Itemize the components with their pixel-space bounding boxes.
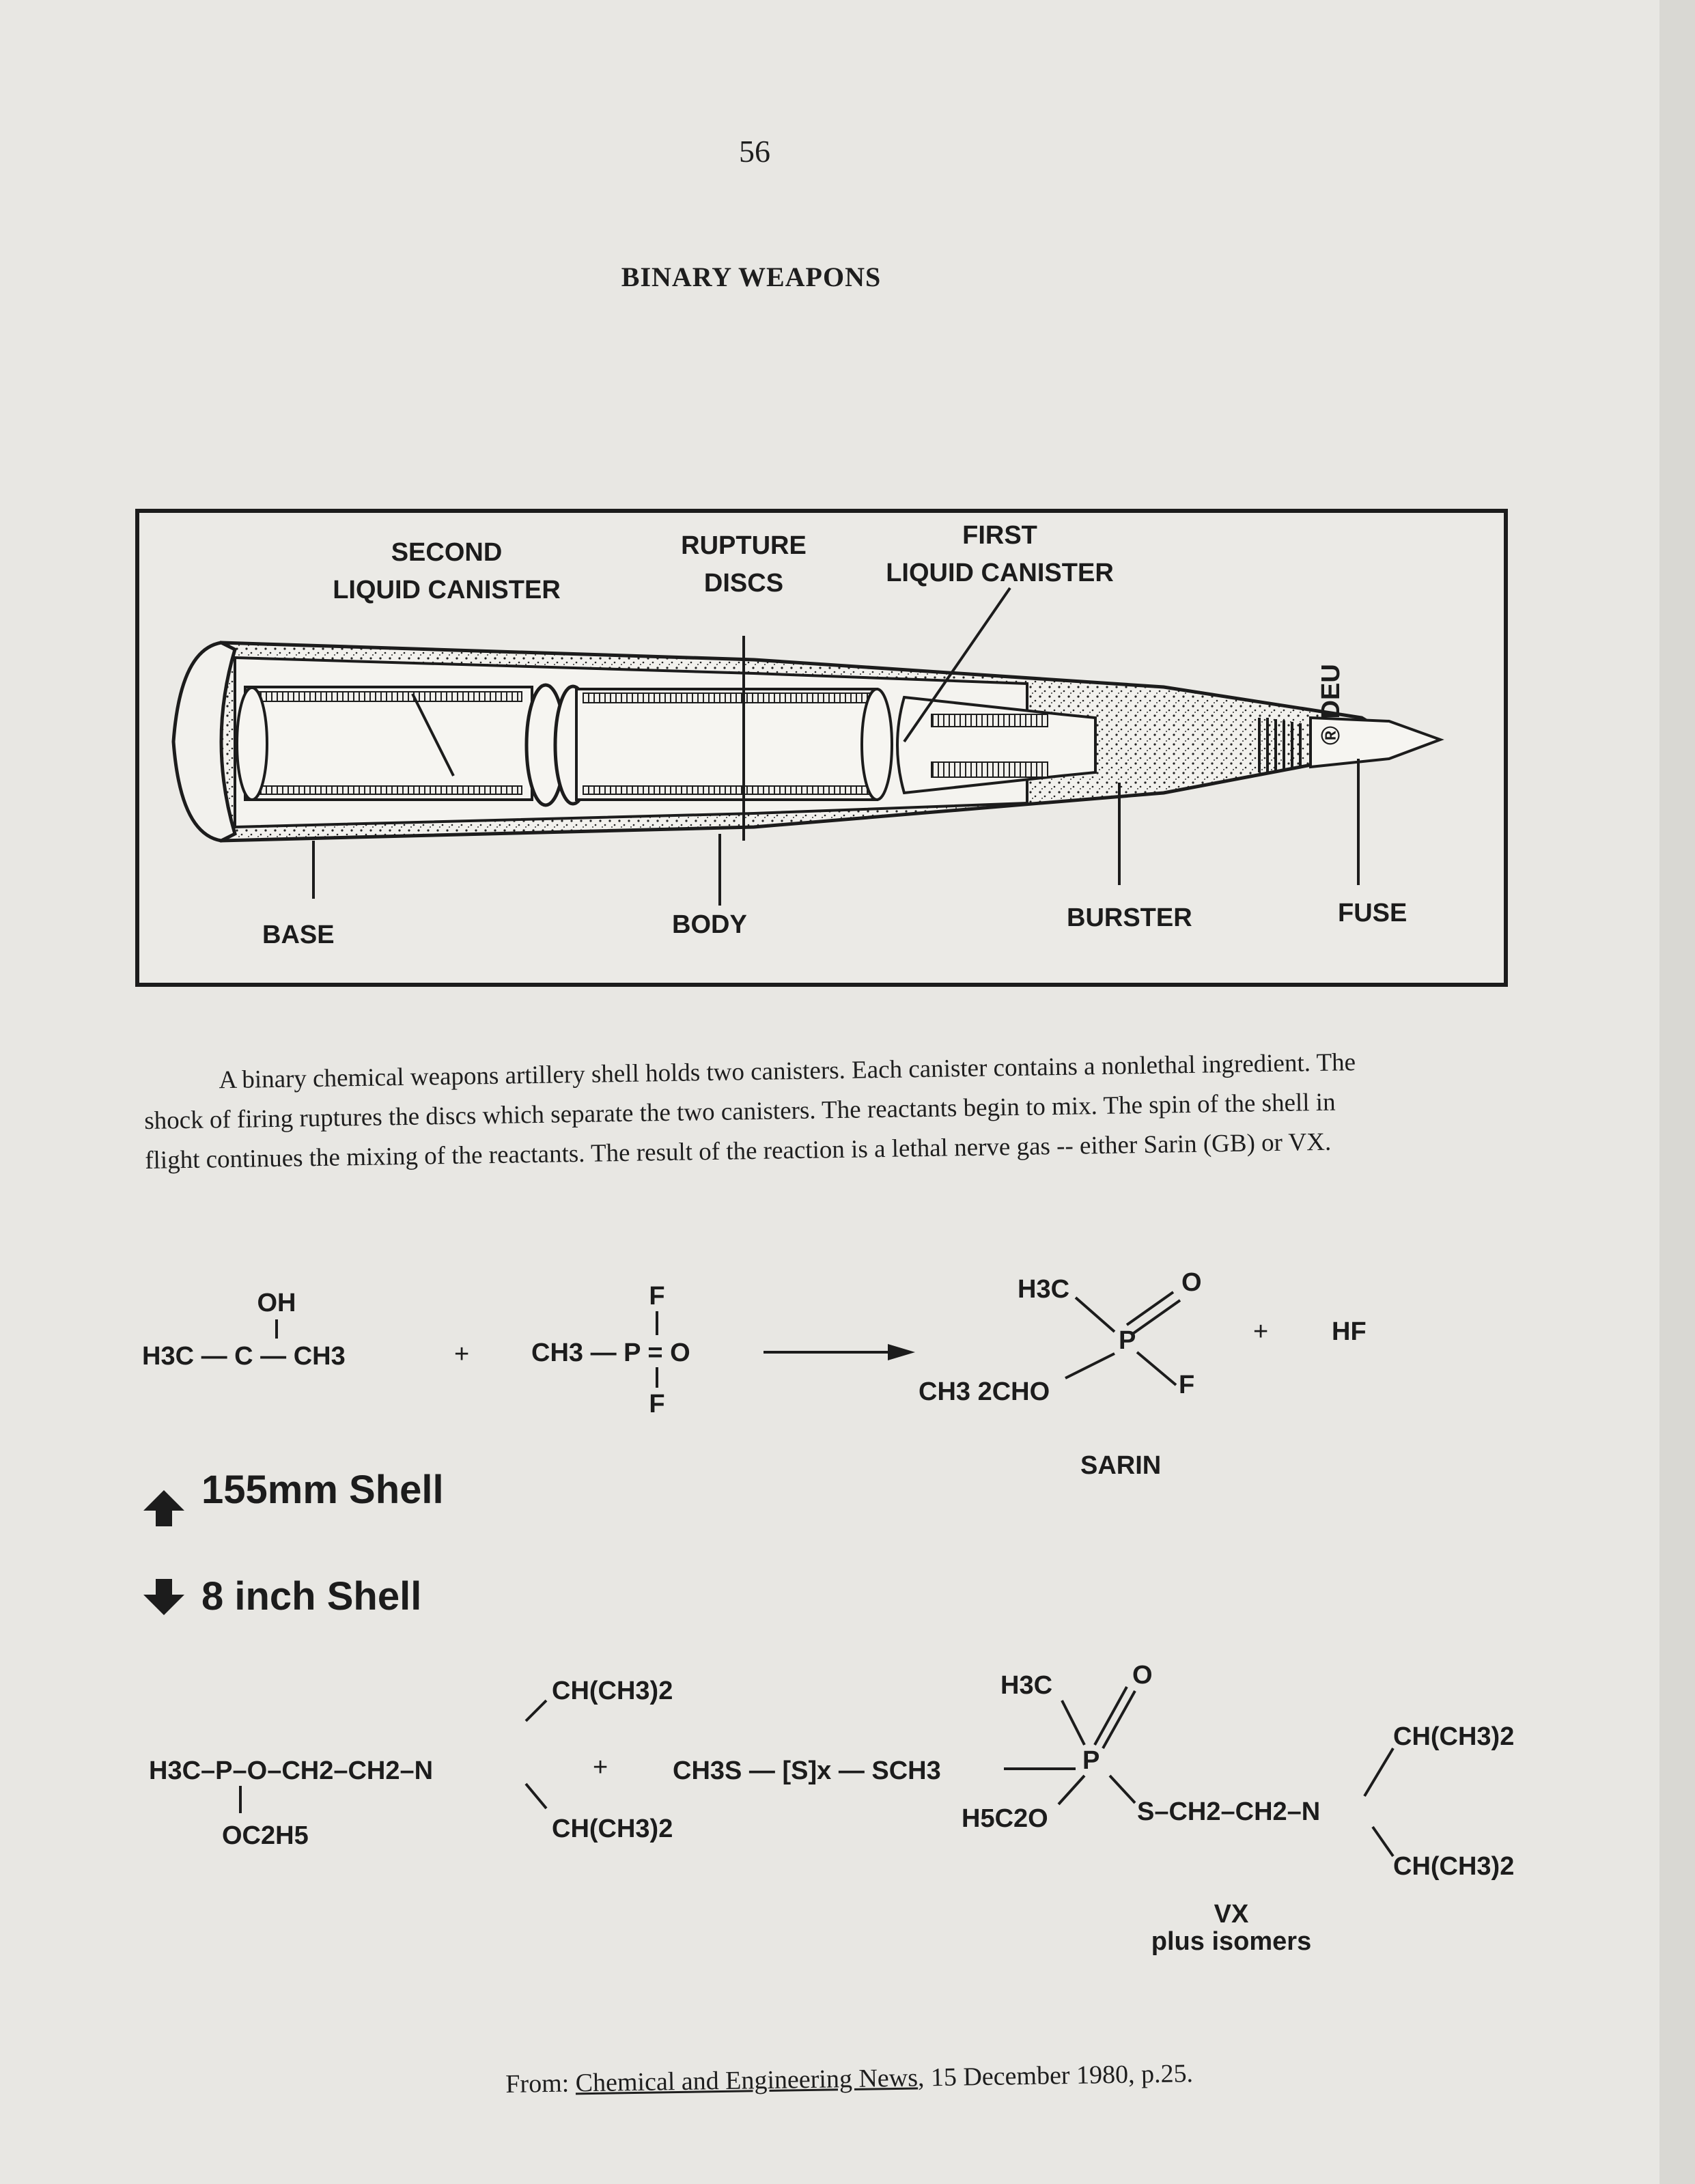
vx-r1-n-top: CH(CH3)2 (552, 1677, 673, 1705)
reactant2-f-bottom: F (649, 1390, 665, 1418)
sarin-p: P (1119, 1326, 1136, 1355)
shell-155mm-label: 155mm Shell (201, 1468, 444, 1512)
vx-reactant1-main: H3C–P–O–CH2–CH2–N (149, 1756, 434, 1785)
label-fuse: FUSE (1338, 899, 1407, 927)
fuse-stamp: ® DEU (1317, 664, 1345, 745)
vx-r1-oc2h5: OC2H5 (222, 1821, 309, 1850)
down-arrow-icon (143, 1579, 184, 1615)
page-edge (1659, 0, 1695, 2184)
reactant1-main: H3C — C — CH3 (142, 1342, 346, 1371)
vx-n-bottom: CH(CH3)2 (1393, 1852, 1515, 1881)
shell-8inch-label: 8 inch Shell (201, 1574, 422, 1619)
vx-o: O (1132, 1661, 1153, 1690)
label-first-canister-line2: LIQUID CANISTER (886, 559, 1114, 587)
sarin-h3c: H3C (1018, 1275, 1070, 1304)
page-number: 56 (739, 134, 770, 169)
label-first-canister-line1: FIRST (962, 521, 1037, 550)
source-journal: Chemical and Engineering News (575, 2063, 919, 2098)
vx-chain: S–CH2–CH2–N (1137, 1797, 1321, 1826)
up-arrow-icon (143, 1490, 184, 1526)
vx-name: VX (1214, 1900, 1249, 1929)
vx-reaction (149, 1661, 1514, 1956)
plus-2: + (1253, 1317, 1269, 1346)
vx-h5c2o: H5C2O (962, 1804, 1048, 1833)
source-prefix: From: (505, 2069, 570, 2099)
vx-plus: + (593, 1753, 608, 1782)
plus-1: + (454, 1340, 470, 1369)
reactant2-main: CH3 — P = O (531, 1339, 690, 1367)
sarin-reaction (142, 1268, 1367, 1480)
source-citation (505, 2054, 1462, 2099)
label-second-canister-line1: SECOND (391, 538, 503, 567)
label-base: BASE (262, 921, 335, 949)
label-rupture-discs-line2: DISCS (703, 569, 784, 598)
sarin-f: F (1179, 1371, 1195, 1399)
vx-reactant2: CH3S — [S]x — SCH3 (673, 1756, 941, 1785)
vx-n-top: CH(CH3)2 (1393, 1722, 1515, 1751)
vx-r1-n-bottom: CH(CH3)2 (552, 1815, 673, 1843)
sarin-name: SARIN (1080, 1451, 1162, 1480)
vx-note: plus isomers (1151, 1927, 1312, 1956)
reactant2-f-top: F (649, 1282, 665, 1311)
label-burster: BURSTER (1067, 904, 1192, 932)
sarin-ch3cho: CH3 2CHO (919, 1377, 1050, 1406)
source-rest: , 15 December 1980, p.25. (917, 2059, 1194, 2092)
label-rupture-discs-line1: RUPTURE (681, 531, 807, 560)
vx-h3c: H3C (1000, 1671, 1053, 1700)
vx-p: P (1082, 1746, 1100, 1775)
sarin-o: O (1181, 1268, 1202, 1297)
reactant1-oh: OH (257, 1289, 296, 1317)
page-title: BINARY WEAPONS (621, 262, 882, 292)
byproduct-hf: HF (1332, 1317, 1367, 1346)
label-second-canister-line2: LIQUID CANISTER (333, 576, 561, 604)
caption-text: A binary chemical weapons artillery shell holds two canisters. Each canister contains a nonlethal ingredient. The shock of firing ruptures the discs which separate the two canisters. The reactants begin to mix. The spin of the shell in flight continues the mixing of the reactants. The result of the reaction is a lethal nerve gas -- either Sarin (GB) or VX. (144, 1048, 1356, 1175)
label-body: BODY (672, 910, 747, 939)
